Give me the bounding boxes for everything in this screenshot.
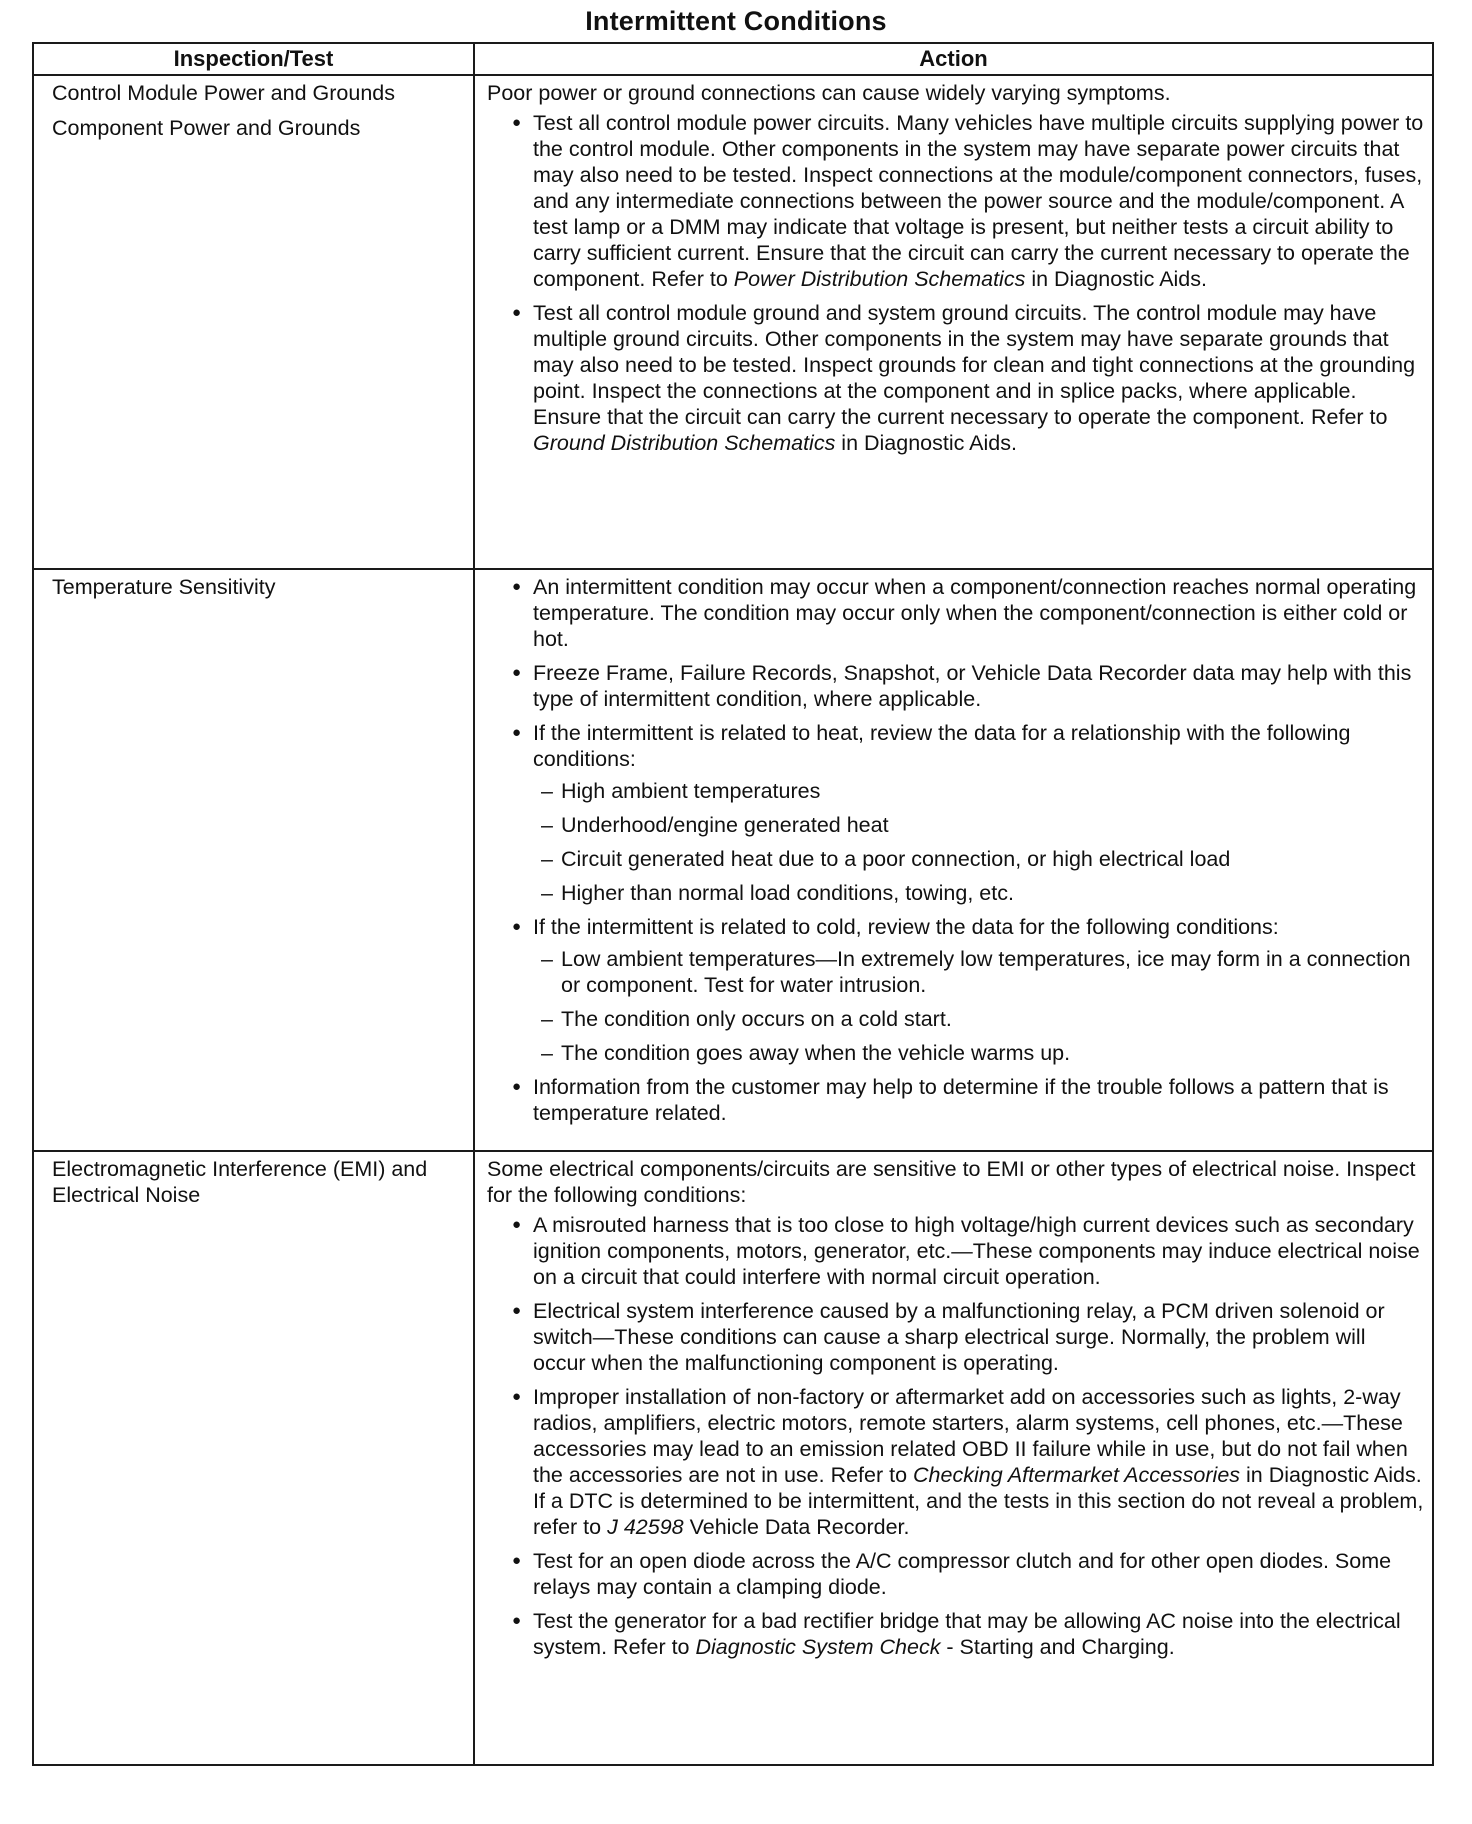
table-header-row: [33, 43, 1433, 75]
sub-item: – Higher than normal load conditions, towing, etc.: [541, 881, 1014, 905]
table-row: [33, 569, 1433, 1151]
reference-link-text: Power Distribution Schematics: [733, 267, 1026, 291]
inspection-test-header: Inspection/Test: [33, 43, 474, 75]
action-bullet: ● Test all control module power circuits. Many vehicles have multiple circuits supplying power to the control module. Other components in the system may have separate power circuits that may also need to be tested. Inspect connections at the module/component connectors, fuses, and any intermediate connections between the power source and the module/component. A test lamp or a DMM may indicate that voltage is present, but neither tests a circuit ability to carry sufficient current. Ensure that the circuit can carry the current necessary to operate the component. Refer to Power Distribution Schematics in Diagnostic Aids.: [512, 111, 1424, 291]
tool-reference-text: J 42598: [607, 1515, 684, 1539]
action-cell: [474, 569, 1433, 1151]
bullet-icon: ●: [512, 1612, 522, 1629]
table-row: [33, 1151, 1433, 1765]
action-bullet: ● Test the generator for a bad rectifier bridge that may be allowing AC noise into the electrical system. Refer to Diagnostic System Check - Starting and Charging.: [512, 1609, 1401, 1659]
sub-item: – High ambient temperatures: [541, 779, 821, 803]
inspection-cell: [33, 569, 474, 1151]
reference-link-text: Diagnostic System Check: [695, 1635, 941, 1659]
bullet-icon: ●: [512, 1552, 522, 1569]
action-header: Action: [474, 43, 1433, 75]
bullet-icon: ●: [512, 918, 522, 935]
inspection-label: Electromagnetic Interference (EMI) and Electrical Noise: [52, 1157, 428, 1207]
action-intro: Some electrical components/circuits are sensitive to EMI or other types of electrical noise. Inspect for the following conditions:: [487, 1157, 1416, 1207]
sub-item: – The condition only occurs on a cold start.: [541, 1007, 952, 1031]
sub-item: – Low ambient temperatures—In extremely low temperatures, ice may form in a connection or component. Test for water intrusion.: [541, 947, 1411, 997]
inspection-label: Component Power and Grounds: [52, 116, 361, 140]
action-bullet: ● Electrical system interference caused by a malfunctioning relay, a PCM driven solenoid or switch—These conditions can cause a sharp electrical surge. Normally, the problem will occur when the malfunctioning component is operating.: [512, 1299, 1385, 1375]
inspection-label: Temperature Sensitivity: [52, 575, 276, 599]
bullet-icon: ●: [512, 664, 522, 681]
action-bullet: ● If the intermittent is related to cold, review the data for the following conditions: – Low ambient temperatures—In extremely low temperatures, ice may form in a connection or component. Test for water intrusion. – The condition only occurs on a cold start. – The condition goes away when the vehicle warms up.: [487, 914, 1424, 1066]
page-title: Intermittent Conditions: [585, 6, 887, 36]
bullet-icon: ●: [512, 1388, 522, 1405]
action-bullet: ● Test for an open diode across the A/C compressor clutch and for other open diodes. Some relays may contain a clamping diode.: [512, 1549, 1392, 1599]
action-bullet: ● Information from the customer may help to determine if the trouble follows a pattern that is temperature related.: [512, 1075, 1389, 1125]
bullet-icon: ●: [512, 1302, 522, 1319]
action-cell: [474, 1151, 1433, 1765]
table-row: [33, 75, 1433, 569]
sub-item: – Circuit generated heat due to a poor connection, or high electrical load: [541, 847, 1231, 871]
sub-item: – Underhood/engine generated heat: [541, 813, 889, 837]
reference-link-text: Checking Aftermarket Accessories: [913, 1463, 1241, 1487]
inspection-cell: [33, 75, 474, 569]
action-bullet: ● Freeze Frame, Failure Records, Snapshot, or Vehicle Data Recorder data may help with this type of intermittent condition, where applicable.: [512, 661, 1412, 711]
action-intro: Poor power or ground connections can cause widely varying symptoms.: [487, 81, 1171, 105]
bullet-icon: ●: [512, 114, 522, 131]
action-bullet: ● An intermittent condition may occur when a component/connection reaches normal operating temperature. The condition may occur only when the component/connection is either cold or hot.: [512, 575, 1417, 651]
bullet-icon: ●: [512, 1078, 522, 1095]
inspection-cell: [33, 1151, 474, 1765]
action-bullet: ● Improper installation of non-factory or aftermarket add on accessories such as lights, 2-way radios, amplifiers, electric motors, remote starters, alarm systems, cell phones, etc.—These accessories may lead to an emission related OBD II failure while in use, but do not fail when the accessories are not in use. Refer to Checking Aftermarket Accessories in Diagnostic Aids. If a DTC is determined to be intermittent, and the tests in this section do not reveal a problem, refer to J 42598 Vehicle Data Recorder.: [512, 1385, 1424, 1539]
action-cell: [474, 75, 1433, 569]
action-bullet: ● If the intermittent is related to heat, review the data for a relationship with the following conditions: – High ambient temperatures – Underhood/engine generated heat – Circuit generated heat due to a poor connection, or high electrical load – Higher than normal load conditions, towing, etc.: [487, 720, 1424, 906]
sub-item: – The condition goes away when the vehicle warms up.: [541, 1041, 1071, 1065]
bullet-icon: ●: [512, 578, 522, 595]
bullet-icon: ●: [512, 724, 522, 741]
action-bullet: ● A misrouted harness that is too close to high voltage/high current devices such as secondary ignition components, motors, generator, etc.—These components may induce electrical noise on a circuit that could interfere with normal circuit operation.: [512, 1213, 1420, 1289]
bullet-icon: ●: [512, 1216, 522, 1233]
inspection-label: Control Module Power and Grounds: [52, 81, 395, 105]
intermittent-conditions-table: [32, 42, 1434, 1766]
reference-link-text: Ground Distribution Schematics: [533, 431, 836, 455]
action-bullet: ● Test all control module ground and system ground circuits. The control module may have multiple ground circuits. Other components in the system may have separate grounds that may also need to be tested. Inspect grounds for clean and tight connections at the grounding point. Inspect the connections at the component and in splice packs, where applicable. Ensure that the circuit can carry the current necessary to operate the component. Refer to Ground Distribution Schematics in Diagnostic Aids.: [512, 301, 1416, 455]
bullet-icon: ●: [512, 304, 522, 321]
